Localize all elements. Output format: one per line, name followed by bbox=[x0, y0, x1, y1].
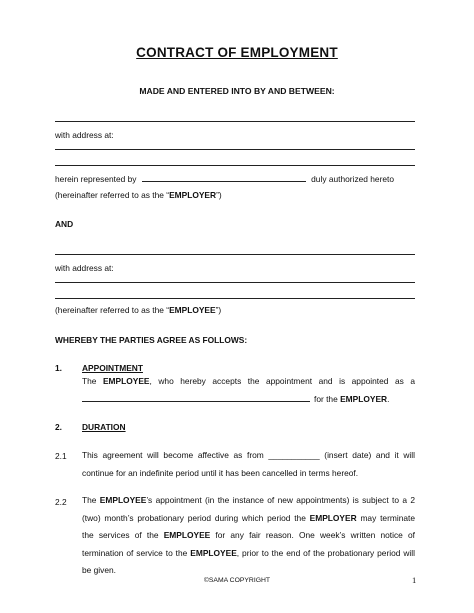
copyright-footer: ©SAMA COPYRIGHT bbox=[203, 577, 271, 584]
text-span: be given. bbox=[82, 565, 116, 575]
section-1-body bbox=[82, 373, 415, 408]
clause-2-2-line bbox=[82, 510, 415, 528]
section-2-heading: DURATION bbox=[82, 422, 126, 432]
role-span: EMPLOYER bbox=[309, 512, 357, 523]
document-subtitle: MADE AND ENTERED INTO BY AND BETWEEN: bbox=[139, 86, 335, 96]
section-1-number: 1. bbox=[55, 363, 62, 373]
text-span: for the bbox=[314, 393, 341, 404]
referred-suffix: ”) bbox=[215, 305, 222, 315]
role-span: EMPLOYEE bbox=[163, 530, 211, 540]
text-span: (insert date) and it will bbox=[324, 450, 415, 460]
referred-suffix: ”) bbox=[216, 190, 222, 200]
text-span: The bbox=[82, 376, 103, 386]
clause-2-2-line bbox=[82, 545, 415, 563]
referred-prefix: (hereinafter referred to as the “ bbox=[55, 190, 170, 200]
clause-2-2-number: 2.2 bbox=[55, 497, 67, 507]
employer-name-line[interactable] bbox=[55, 121, 415, 122]
page-number: 1 bbox=[412, 575, 417, 585]
text-span: termination of service to the bbox=[82, 547, 191, 558]
represented-prefix: herein represented by bbox=[55, 174, 137, 184]
employer-represented-row bbox=[55, 173, 394, 184]
text-span: This agreement will become affective as from bbox=[82, 450, 264, 460]
employer-address-line-2[interactable] bbox=[55, 165, 415, 166]
clause-2-1-line-2: continue for an indefinite period until it has been cancelled in terms hereof. bbox=[82, 467, 359, 478]
employee-role: EMPLOYEE bbox=[169, 305, 216, 315]
clause-2-2-body bbox=[82, 492, 415, 580]
section-1-line-1 bbox=[82, 373, 415, 391]
section-2-number: 2. bbox=[55, 422, 62, 432]
employee-referred-text bbox=[55, 305, 221, 315]
text-span: for any fair reason. One week’s written notice of bbox=[210, 530, 415, 540]
text-span: the services of the bbox=[82, 530, 164, 540]
clause-2-2-line bbox=[82, 527, 415, 545]
role-span: EMPLOYEE bbox=[99, 495, 147, 505]
employee-role: EMPLOYEE bbox=[102, 376, 150, 386]
employer-role: EMPLOYER bbox=[340, 393, 388, 404]
text-span: ’s appointment (in the instance of new appointments) is subject to a 2 bbox=[146, 495, 415, 505]
text-span: The bbox=[82, 495, 100, 505]
employee-address-line-2[interactable] bbox=[55, 298, 415, 299]
employer-address-label: with address at: bbox=[55, 130, 114, 140]
clause-2-2-line bbox=[82, 492, 415, 510]
document-title: CONTRACT OF EMPLOYMENT bbox=[136, 45, 338, 60]
text-span: , prior to the end of the probationary period will bbox=[236, 547, 415, 558]
text-span: . bbox=[387, 393, 390, 404]
representative-blank[interactable] bbox=[142, 173, 306, 182]
clause-2-1-body bbox=[82, 447, 415, 482]
date-blank[interactable]: ___________ bbox=[268, 450, 320, 460]
and-label: AND bbox=[55, 219, 74, 229]
employee-name-line[interactable] bbox=[55, 254, 415, 255]
employer-referred-text bbox=[55, 190, 222, 200]
whereby-heading: WHEREBY THE PARTIES AGREE AS FOLLOWS: bbox=[55, 335, 248, 345]
position-blank[interactable] bbox=[82, 393, 310, 402]
clause-2-1-line-1 bbox=[82, 447, 415, 465]
employer-role: EMPLOYER bbox=[169, 190, 217, 200]
employer-address-line-1[interactable] bbox=[55, 149, 415, 150]
text-span: may terminate bbox=[356, 512, 415, 523]
represented-suffix: duly authorized hereto bbox=[311, 174, 395, 184]
text-span: (two) month’s probationary period during which period the bbox=[82, 512, 310, 523]
section-1-heading: APPOINTMENT bbox=[82, 363, 143, 373]
clause-2-1-number: 2.1 bbox=[55, 451, 67, 461]
employee-address-label: with address at: bbox=[55, 263, 114, 273]
section-1-line-2 bbox=[82, 391, 415, 409]
role-span: EMPLOYEE bbox=[190, 547, 237, 558]
referred-prefix: (hereinafter referred to as the “ bbox=[55, 305, 170, 315]
employee-address-line-1[interactable] bbox=[55, 282, 415, 283]
text-span: , who hereby accepts the appointment and is appointed as a bbox=[149, 376, 416, 386]
